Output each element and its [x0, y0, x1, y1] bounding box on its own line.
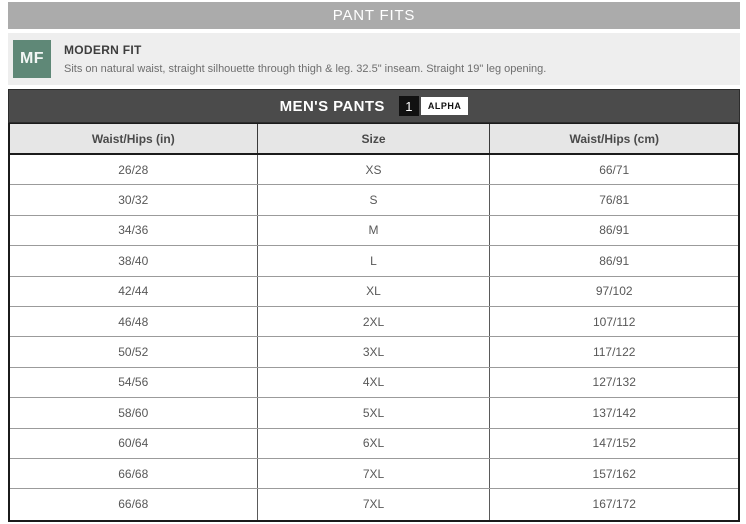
- table-cell: 6XL: [258, 429, 491, 458]
- table-row: [10, 246, 738, 276]
- fit-description: Sits on natural waist, straight silhouette through thigh & leg. 32.5" inseam. Straight 19" leg opening.: [64, 63, 547, 75]
- table-cell: 97/102: [595, 284, 633, 299]
- table-cell: 4XL: [258, 368, 491, 397]
- table-cell: 7XL: [258, 489, 491, 519]
- table-title: MEN'S PANTS: [279, 97, 385, 115]
- table-row: [10, 277, 738, 307]
- table-cell: 30/32: [10, 185, 258, 214]
- table-cell: 76/81: [599, 193, 630, 208]
- table-cell: 3XL: [258, 337, 491, 366]
- table-cell: 147/152: [592, 436, 636, 451]
- fit-text-block: [64, 43, 546, 75]
- table-row: [10, 155, 738, 185]
- table-row: [10, 429, 738, 459]
- modern-fit-badge-icon: MF: [13, 40, 51, 78]
- table-cell: S: [258, 185, 491, 214]
- column-header-waist-hips-cm: Waist/Hips (cm): [569, 131, 660, 146]
- badge-group: [399, 96, 469, 116]
- table-cell: 38/40: [10, 246, 258, 275]
- table-cell: 107/112: [592, 314, 636, 329]
- size-table: [8, 123, 740, 522]
- table-row: [10, 368, 738, 398]
- table-cell: M: [258, 216, 491, 245]
- fit-section: [8, 33, 740, 85]
- table-cell: 7XL: [258, 459, 491, 488]
- table-cell: 66/68: [10, 459, 258, 488]
- table-cell: 34/36: [10, 216, 258, 245]
- table-cell: 54/56: [10, 368, 258, 397]
- alpha-badge: ALPHA: [421, 97, 469, 115]
- table-cell: 60/64: [10, 429, 258, 458]
- table-row: [10, 307, 738, 337]
- table-row: [10, 459, 738, 489]
- table-row: [10, 398, 738, 428]
- table-cell: L: [258, 246, 491, 275]
- fit-title: MODERN FIT: [64, 43, 142, 57]
- page-title: PANT FITS: [332, 7, 416, 24]
- table-cell: XL: [258, 277, 491, 306]
- table-header-row: [10, 124, 738, 155]
- page-title-bar: [8, 2, 740, 29]
- table-cell: 42/44: [10, 277, 258, 306]
- column-header-waist-hips-in: Waist/Hips (in): [10, 124, 258, 153]
- table-cell: 157/162: [592, 466, 636, 481]
- number-badge: 1: [399, 96, 419, 116]
- table-row: [10, 337, 738, 367]
- table-cell: 127/132: [592, 375, 636, 390]
- table-cell: XS: [258, 155, 491, 184]
- table-row: [10, 185, 738, 215]
- table-cell: 50/52: [10, 337, 258, 366]
- table-cell: 26/28: [10, 155, 258, 184]
- table-row: [10, 216, 738, 246]
- table-row: [10, 489, 738, 519]
- table-cell: 58/60: [10, 398, 258, 427]
- table-cell: 66/71: [599, 162, 630, 177]
- table-cell: 167/172: [592, 497, 636, 512]
- table-cell: 5XL: [258, 398, 491, 427]
- table-cell: 46/48: [10, 307, 258, 336]
- table-title-bar: [8, 89, 740, 123]
- table-cell: 66/68: [10, 489, 258, 519]
- table-cell: 86/91: [599, 253, 630, 268]
- table-cell: 86/91: [599, 223, 630, 238]
- table-cell: 117/122: [592, 345, 636, 360]
- column-header-size: Size: [258, 124, 491, 153]
- table-cell: 137/142: [592, 405, 636, 420]
- table-cell: 2XL: [258, 307, 491, 336]
